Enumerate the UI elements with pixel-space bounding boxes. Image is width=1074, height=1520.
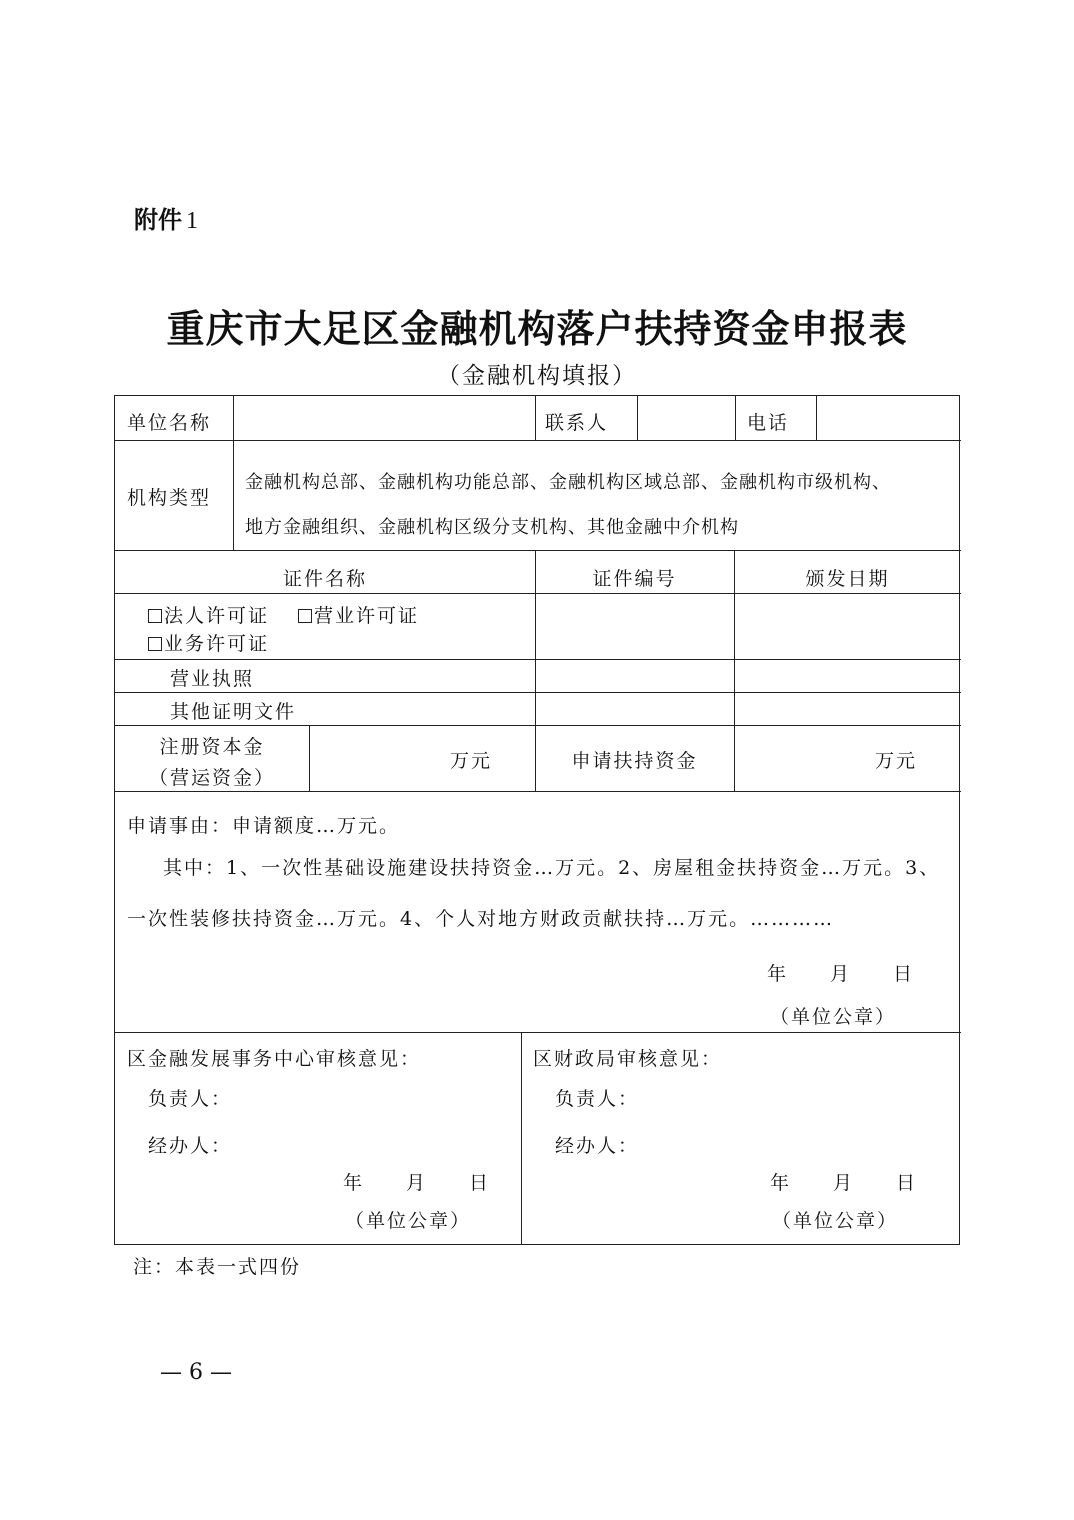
- finance-bureau-responsible: 负责人：: [555, 1088, 640, 1110]
- reason-line2: 其中：1、一次性基础设施建设扶持资金…万元。2、房屋租金扶持资金…万元。3、: [163, 857, 941, 879]
- business-license-row-label: 营业执照: [170, 668, 255, 690]
- row-divider: [115, 550, 961, 551]
- finance-bureau-review-title: 区财政局审核意见：: [533, 1048, 723, 1070]
- col-divider: [816, 396, 817, 440]
- checkbox-legal-license[interactable]: 法人许可证: [148, 601, 269, 628]
- finance-center-responsible: 负责人：: [148, 1088, 233, 1110]
- reason-seal: （单位公章）: [770, 1006, 897, 1028]
- checkbox-icon: [148, 637, 162, 651]
- row-divider: [115, 1032, 961, 1033]
- unit-name-label: 单位名称: [127, 412, 212, 434]
- footnote: 注：本表一式四份: [133, 1256, 302, 1278]
- finance-center-seal: （单位公章）: [345, 1210, 472, 1232]
- row-divider: [115, 593, 961, 594]
- contact-label: 联系人: [545, 412, 609, 434]
- org-type-options-line1: 金融机构总部、金融机构功能总部、金融机构区域总部、金融机构市级机构、: [245, 472, 891, 493]
- other-docs-row-label: 其他证明文件: [170, 701, 297, 723]
- row-divider: [115, 791, 961, 792]
- row-divider: [115, 725, 961, 726]
- col-divider: [309, 725, 310, 791]
- col-divider: [233, 396, 234, 550]
- attachment-number: 1: [186, 208, 198, 234]
- page-title: 重庆市大足区金融机构落户扶持资金申报表: [166, 306, 908, 351]
- finance-center-handler: 经办人：: [148, 1135, 233, 1157]
- apply-funds-label: 申请扶持资金: [571, 750, 698, 772]
- page-subtitle: （金融机构填报）: [437, 363, 637, 389]
- row-divider: [115, 692, 961, 693]
- issue-date-header: 颁发日期: [805, 568, 890, 590]
- col-divider: [735, 396, 736, 440]
- page-number: — 6 —: [160, 1360, 232, 1385]
- finance-bureau-date: 年 月 日: [770, 1172, 918, 1194]
- finance-bureau-seal: （单位公章）: [772, 1210, 899, 1232]
- col-divider: [521, 1032, 522, 1245]
- registered-capital-label: 注册资本金: [159, 736, 265, 758]
- finance-bureau-handler: 经办人：: [555, 1135, 640, 1157]
- cert-name-header: 证件名称: [282, 568, 367, 590]
- col-divider: [637, 396, 638, 440]
- reason-date: 年 月 日: [767, 963, 915, 985]
- operating-funds-label: （营运资金）: [148, 767, 275, 789]
- org-type-options-line2: 地方金融组织、金融机构区级分支机构、其他金融中介机构: [245, 517, 739, 538]
- finance-center-date: 年 月 日: [343, 1172, 491, 1194]
- finance-center-review-title: 区金融发展事务中心审核意见：: [127, 1048, 422, 1070]
- checkbox-icon: [148, 609, 162, 623]
- checkbox-business-license[interactable]: 营业许可证: [298, 601, 419, 628]
- phone-label: 电话: [747, 412, 790, 434]
- cert-number-header: 证件编号: [592, 568, 677, 590]
- apply-funds-unit: 万元: [875, 750, 918, 772]
- capital-unit: 万元: [450, 750, 493, 772]
- row-divider: [115, 659, 961, 660]
- checkbox-operation-license[interactable]: 业务许可证: [148, 629, 269, 656]
- attachment-label: 附件 1: [134, 206, 198, 234]
- org-type-label: 机构类型: [127, 487, 212, 509]
- row-divider: [115, 440, 961, 441]
- reason-line3: 一次性装修扶持资金…万元。4、个人对地方财政贡献扶持…万元。…………: [127, 908, 835, 930]
- application-form: [114, 395, 960, 1245]
- reason-line1: 申请事由：申请额度…万元。: [127, 815, 401, 837]
- checkbox-icon: [298, 609, 312, 623]
- col-divider: [535, 396, 536, 440]
